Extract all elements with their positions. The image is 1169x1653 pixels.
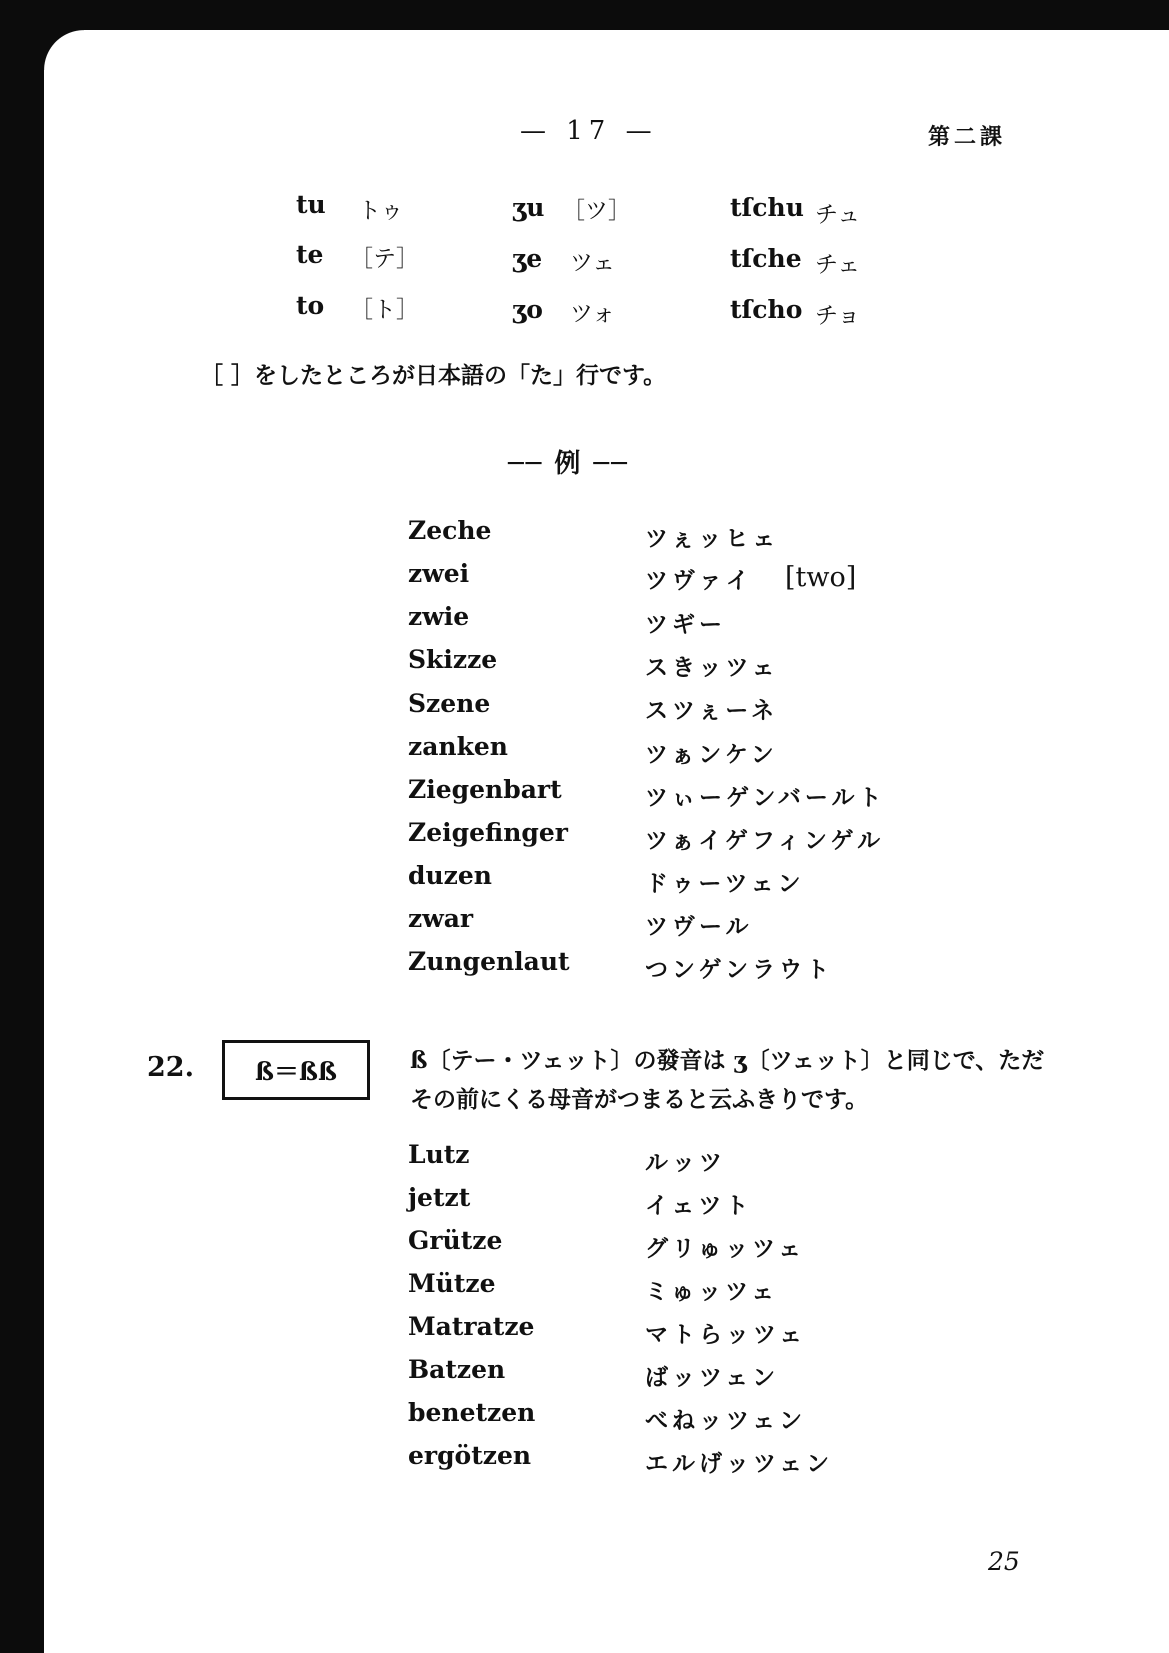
syllable-kana: ツェ: [570, 250, 616, 276]
example-word: zwei: [408, 559, 470, 588]
syllable-kana: ［ツ］: [562, 198, 631, 224]
page-footer-number: 25: [988, 1547, 1020, 1576]
example-kana: ドゥーツェン: [645, 870, 805, 897]
syllable-kana: チェ: [815, 252, 861, 278]
syllable: ʒe: [512, 244, 543, 273]
example-kana: ツぁンケン: [645, 741, 778, 768]
example-kana: ツヴール: [645, 913, 753, 940]
section-kana: グリゅッツェ: [645, 1235, 806, 1262]
example-gloss: [two]: [785, 562, 857, 593]
header-page-number: — 17 —: [520, 116, 658, 146]
example-word: Zungenlaut: [408, 947, 570, 976]
section-text-line: その前にくる母音がつまると云ふきりです。: [410, 1086, 869, 1113]
section-kana: マトらッツェ: [645, 1321, 807, 1348]
example-kana: スきッツェ: [645, 654, 779, 681]
example-kana: ツぇッヒェ: [645, 525, 780, 552]
section-word: ergötzen: [408, 1441, 532, 1470]
section-kana: エルげッツェン: [645, 1450, 834, 1477]
rule-formula: ß＝ßß: [255, 1057, 337, 1086]
syllable-kana: ［テ］: [350, 246, 419, 272]
section-kana: べねッツェン: [645, 1407, 807, 1434]
section-word: Batzen: [408, 1355, 506, 1384]
bracket-note: ［ ］をしたところが日本語の「た」行です。: [200, 362, 667, 389]
example-kana: ツぃーゲンバールト: [645, 784, 886, 811]
header-chapter: 第二課: [928, 124, 1007, 150]
example-kana: ツヴァイ: [645, 567, 753, 594]
section-kana: イェツト: [645, 1192, 753, 1219]
section-word: jetzt: [408, 1183, 471, 1212]
rule-box: [222, 1040, 370, 1100]
section-number: 22.: [147, 1052, 194, 1083]
example-word: zanken: [408, 732, 508, 761]
section-kana: ミゅッツェ: [645, 1278, 779, 1305]
syllable: tu: [296, 190, 326, 219]
example-kana: ツぁイゲフィンゲル: [645, 827, 885, 854]
syllable-kana: チュ: [815, 202, 861, 228]
section-word: Grütze: [408, 1226, 503, 1255]
section-text-line: ß〔テー・ツェット〕の發音は ʒ〔ツェット〕と同じで、ただ: [410, 1047, 1045, 1074]
example-word: zwar: [408, 904, 474, 933]
section-kana: ばッツェン: [645, 1364, 780, 1391]
example-kana: ツギー: [645, 611, 726, 638]
syllable-kana: トゥ: [358, 198, 404, 224]
syllable: tſchu: [730, 193, 804, 222]
example-heading: ── 例 ──: [508, 449, 629, 479]
example-word: Zeche: [408, 516, 492, 545]
example-word: Szene: [408, 689, 491, 718]
syllable: tſcho: [730, 295, 803, 324]
example-word: duzen: [408, 861, 492, 890]
example-word: Zeigefinger: [408, 818, 568, 847]
section-word: benetzen: [408, 1398, 536, 1427]
section-word: Lutz: [408, 1140, 470, 1169]
section-word: Mütze: [408, 1269, 496, 1298]
syllable-kana: ［ト］: [350, 297, 419, 323]
syllable: ʒu: [512, 193, 545, 222]
syllable-kana: チョ: [815, 303, 861, 329]
syllable: te: [296, 240, 324, 269]
scan-border-left: [0, 0, 44, 1653]
example-word: Ziegenbart: [408, 775, 562, 804]
example-kana: つンゲンラウト: [645, 956, 834, 983]
syllable-kana: ツォ: [570, 301, 616, 327]
example-word: Skizze: [408, 645, 498, 674]
syllable: ʒo: [512, 295, 543, 324]
scan-border-top: [0, 0, 1169, 30]
section-kana: ルッツ: [645, 1149, 726, 1176]
page-corner: [44, 30, 84, 70]
syllable: to: [296, 291, 325, 320]
section-word: Matratze: [408, 1312, 535, 1341]
example-kana: スツぇーネ: [645, 697, 779, 724]
syllable: tſche: [730, 244, 802, 273]
example-word: zwie: [408, 602, 470, 631]
